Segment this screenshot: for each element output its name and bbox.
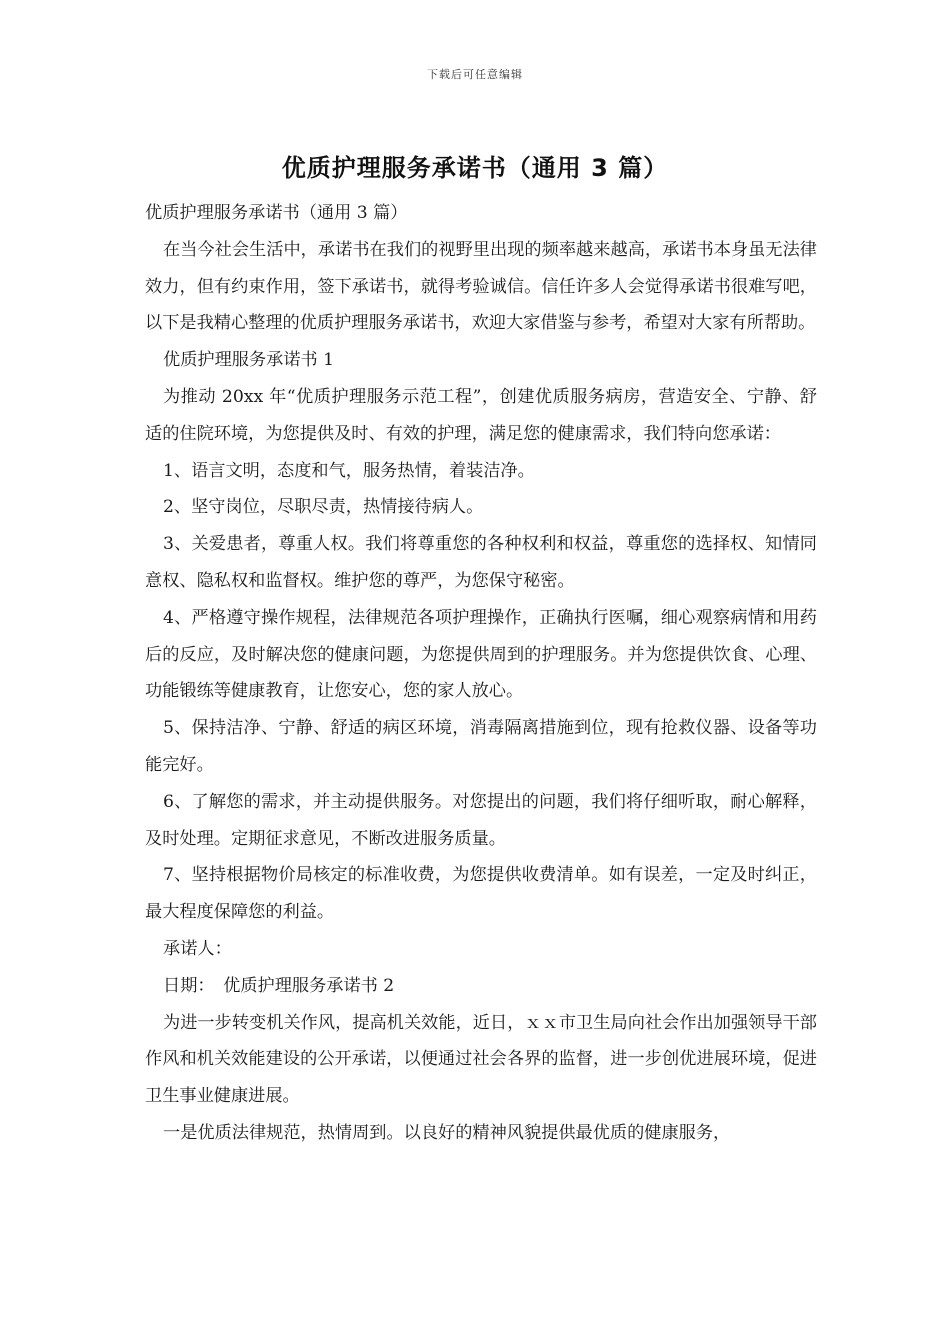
document-body [145, 195, 817, 1152]
body-paragraph: 7、坚持根据物价局核定的标准收费，为您提供收费清单。如有误差，一定及时纠正，最大程度保障您的利益。 [145, 865, 817, 923]
body-paragraph: 在当今社会生活中，承诺书在我们的视野里出现的频率越来越高，承诺书本身虽无法律效力，但有约束作用，签下承诺书，就得考验诚信。信任许多人会觉得承诺书很难写吧，以下是我精心整理的优质护理服务承诺书，欢迎大家借鉴与参考，希望对大家有所帮助。 [145, 239, 817, 334]
body-paragraph: 日期： 优质护理服务承诺书 2 [163, 975, 395, 996]
body-paragraph: 3、关爱患者，尊重人权。我们将尊重您的各种权利和权益，尊重您的选择权、知情同意权、隐私权和监督权。维护您的尊严，为您保守秘密。 [145, 534, 817, 591]
body-paragraph: 2、坚守岗位，尽职尽责，热情接待病人。 [163, 497, 484, 518]
body-paragraph: 承诺人： [163, 938, 232, 959]
body-paragraph: 为进一步转变机关作风，提高机关效能，近日，ｘｘ市卫生局向社会作出加强领导干部作风和机关效能建设的公开承诺，以便通过社会各界的监督，进一步创优进展环境，促进卫生事业健康进展。 [145, 1012, 817, 1107]
body-paragraph: 优质护理服务承诺书（通用 3 篇） [145, 203, 408, 223]
body-paragraph: 为推动 20xx 年“优质护理服务示范工程”，创建优质服务病房，营造安全、宁静、舒适的住院环境，为您提供及时、有效的护理，满足您的健康需求，我们特向您承诺： [145, 386, 817, 444]
body-paragraph: 6、了解您的需求，并主动提供服务。对您提出的问题，我们将仔细听取，耐心解释，及时处理。定期征求意见，不断改进服务质量。 [145, 791, 817, 849]
body-paragraph: 4、严格遵守操作规程，法律规范各项护理操作，正确执行医嘱，细心观察病情和用药后的反应，及时解决您的健康问题，为您提供周到的护理服务。并为您提供饮食、心理、功能锻练等健康教育，让您安心，您的家人放心。 [145, 607, 817, 702]
body-paragraph: 一是优质法律规范，热情周到。以良好的精神风貌提供最优质的健康服务， [163, 1122, 731, 1143]
body-paragraph: 1、语言文明，态度和气，服务热情，着装洁净。 [163, 460, 535, 481]
page-header-note: 下载后可任意编辑 [427, 68, 523, 81]
body-paragraph: 优质护理服务承诺书 1 [163, 350, 335, 371]
body-paragraph: 5、保持洁净、宁静、舒适的病区环境，消毒隔离措施到位，现有抢救仪器、设备等功能完好。 [145, 718, 817, 775]
document-title: 优质护理服务承诺书（通用 3 篇） [281, 154, 669, 182]
